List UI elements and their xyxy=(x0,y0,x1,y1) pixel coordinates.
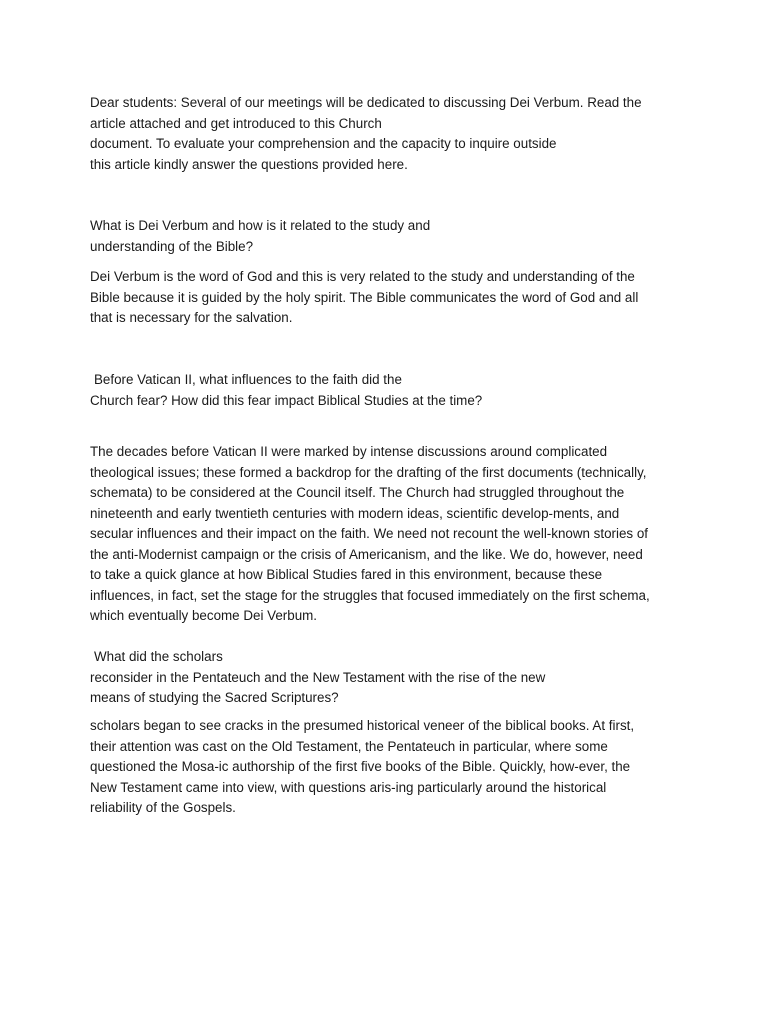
answer-3 xyxy=(90,716,690,819)
answer-line: which eventually become Dei Verbum. xyxy=(90,608,318,623)
intro-paragraph xyxy=(90,93,690,175)
answer-line: influences, in fact, set the stage for the struggles that focused immediately on the first schema, xyxy=(90,587,650,603)
answer-line: the anti-Modernist campaign or the crisis of Americanism, and the like. We do, however, need xyxy=(90,546,643,562)
answer-2 xyxy=(90,442,690,627)
answer-line: reliability of the Gospels. xyxy=(90,800,236,815)
answer-1 xyxy=(90,267,690,329)
question-1 xyxy=(90,216,690,257)
question-2 xyxy=(90,370,690,411)
intro-line: document. To evaluate your comprehension and the capacity to inquire outside xyxy=(90,136,557,151)
answer-line: New Testament came into view, with questions aris-ing particularly around the historical xyxy=(90,779,607,795)
answer-line: their attention was cast on the Old Testament, the Pentateuch in particular, where some xyxy=(90,738,608,754)
question-line: understanding of the Bible? xyxy=(90,238,254,254)
intro-line: this article kindly answer the questions provided here. xyxy=(90,156,408,172)
answer-line: schemata) to be considered at the Council itself. The Church had struggled throughout the xyxy=(90,485,625,500)
answer-line: theological issues; these formed a backdrop for the drafting of the first documents (technically, xyxy=(90,464,647,480)
intro-line: article attached and get introduced to this Church xyxy=(90,115,382,131)
question-line: Church fear? How did this fear impact Biblical Studies at the time? xyxy=(90,392,483,408)
answer-line: Dei Verbum is the word of God and this is very related to the study and understanding of the xyxy=(90,269,635,284)
question-line: reconsider in the Pentateuch and the New Testament with the rise of the new xyxy=(90,669,546,685)
answer-line: nineteenth and early twentieth centuries with modern ideas, scientific develop-ments, and xyxy=(90,505,620,521)
question-line: means of studying the Sacred Scriptures? xyxy=(90,690,339,705)
question-line: Before Vatican II, what influences to the faith did the xyxy=(94,372,402,387)
answer-line: scholars began to see cracks in the presumed historical veneer of the biblical books. At first, xyxy=(90,718,635,733)
answer-line: to take a quick glance at how Biblical Studies fared in this environment, because these xyxy=(90,567,603,582)
answer-line: Bible because it is guided by the holy spirit. The Bible communicates the word of God and all xyxy=(90,289,639,305)
question-line: What did the scholars xyxy=(94,649,223,664)
intro-line: Dear students: Several of our meetings will be dedicated to discussing Dei Verbum. Read the xyxy=(90,95,642,110)
answer-line: The decades before Vatican II were marked by intense discussions around complicated xyxy=(90,444,608,459)
answer-line: secular influences and their impact on the faith. We need not recount the well-known stories of xyxy=(90,526,649,541)
answer-line: that is necessary for the salvation. xyxy=(90,310,293,325)
question-line: What is Dei Verbum and how is it related to the study and xyxy=(90,218,431,233)
answer-line: questioned the Mosa-ic authorship of the first five books of the Bible. Quickly, how-ever, the xyxy=(90,759,631,774)
question-3 xyxy=(90,647,690,709)
